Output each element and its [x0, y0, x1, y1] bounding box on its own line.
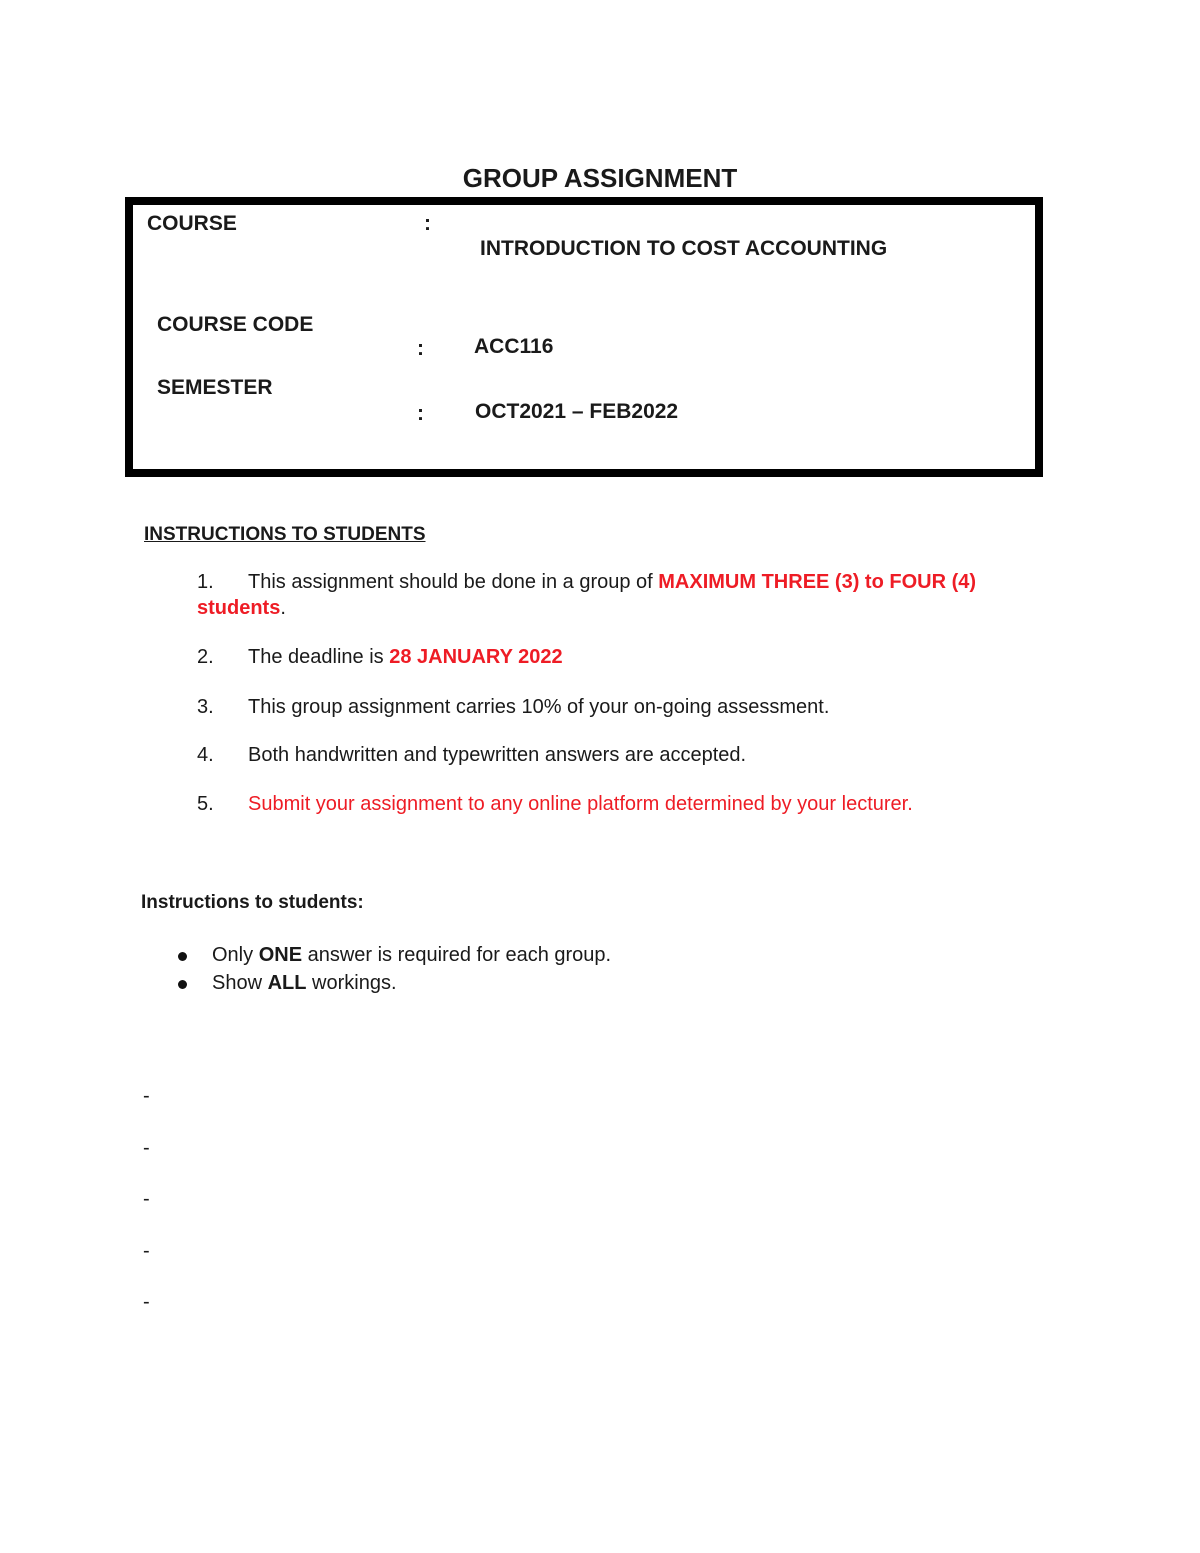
bullet-bold-1: ONE	[258, 944, 303, 966]
semester-label: SEMESTER	[157, 376, 273, 399]
bullet-item-2	[212, 972, 397, 995]
instruction-text-4: Both handwritten and typewritten answers are accepted.	[248, 744, 747, 766]
instruction-number-5: 5.	[197, 793, 214, 815]
dash-line-5: -	[143, 1291, 150, 1313]
course-label: COURSE	[147, 212, 237, 235]
instruction-highlight-1: MAXIMUM THREE (3) to FOUR (4)	[658, 571, 977, 593]
dash-line-2: -	[143, 1137, 150, 1159]
dash-line-3: -	[143, 1188, 150, 1210]
course-code-value: ACC116	[474, 335, 554, 358]
instruction-item-1	[248, 571, 976, 594]
course-code-label: COURSE CODE	[157, 313, 314, 336]
bullet-post-1: answer is required for each group.	[302, 944, 612, 966]
instructions-heading: INSTRUCTIONS TO STUDENTS	[144, 524, 426, 545]
instructions-subheading: Instructions to students:	[141, 892, 364, 913]
bullet-bold-2: ALL	[267, 972, 307, 994]
course-value: INTRODUCTION TO COST ACCOUNTING	[480, 237, 888, 260]
semester-value: OCT2021 – FEB2022	[475, 400, 679, 423]
dash-line-1: -	[143, 1085, 150, 1107]
instruction-number-3: 3.	[197, 696, 214, 718]
course-code-colon: :	[417, 337, 424, 360]
bullet-pre-2: Show	[212, 972, 268, 994]
bullet-dot-icon	[178, 980, 187, 989]
bullet-dot-icon	[178, 952, 187, 961]
bullet-item-1	[212, 944, 611, 967]
instruction-text-3: This group assignment carries 10% of your on-going assessment.	[248, 696, 830, 718]
instruction-text-2: The deadline is	[248, 646, 390, 668]
page-title: GROUP ASSIGNMENT	[462, 163, 738, 193]
instruction-highlight-1-cont: students	[197, 597, 281, 619]
instruction-number-1: 1.	[197, 571, 214, 593]
deadline-date: 28 JANUARY 2022	[389, 646, 563, 668]
course-colon: :	[424, 212, 431, 235]
bullet-pre-1: Only	[212, 944, 259, 966]
semester-colon: :	[417, 402, 424, 425]
instruction-item-2	[248, 646, 563, 669]
instruction-item-1-cont	[197, 597, 286, 620]
bullet-post-2: workings.	[306, 972, 397, 994]
instruction-end-1: .	[280, 597, 286, 619]
instruction-number-4: 4.	[197, 744, 214, 766]
instruction-number-2: 2.	[197, 646, 214, 668]
dash-line-4: -	[143, 1240, 150, 1262]
instruction-text-1: This assignment should be done in a group of	[248, 571, 659, 593]
instruction-text-5: Submit your assignment to any online platform determined by your lecturer.	[248, 793, 913, 815]
